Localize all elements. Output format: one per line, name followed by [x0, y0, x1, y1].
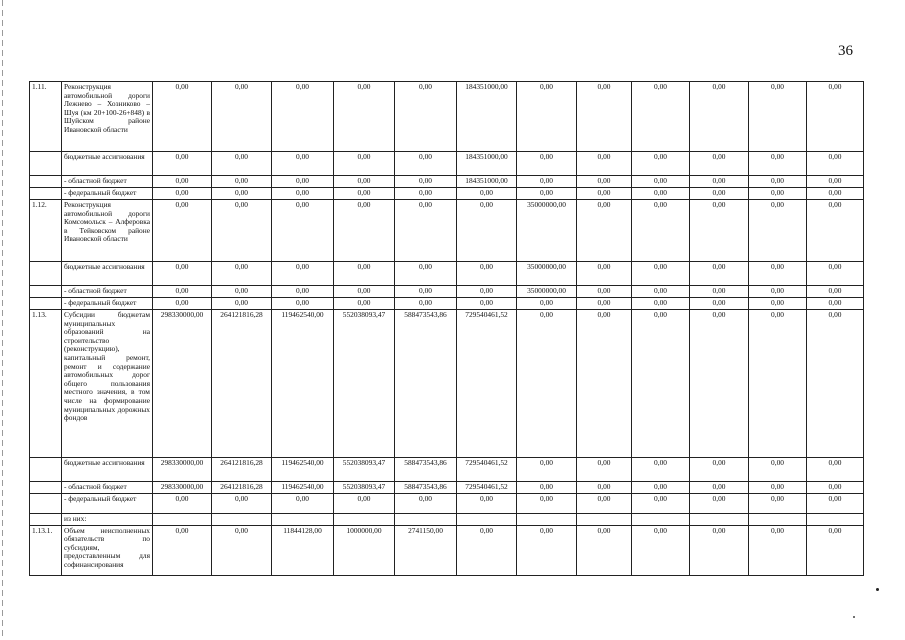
row-name: - областной бюджет: [62, 176, 153, 188]
value-cell: 0,00: [153, 525, 212, 575]
value-cell: 184351000,00: [457, 82, 517, 152]
row-index: 1.11.: [30, 82, 62, 152]
value-cell: 0,00: [457, 525, 517, 575]
row-index: [30, 188, 62, 200]
value-cell: 0,00: [272, 82, 334, 152]
value-cell: 0,00: [749, 200, 807, 262]
value-cell: 0,00: [577, 494, 632, 514]
value-cell: 184351000,00: [457, 176, 517, 188]
value-cell: 0,00: [334, 82, 395, 152]
value-cell: 729540461,52: [457, 458, 517, 482]
budget-table: [29, 81, 864, 576]
value-cell: 0,00: [153, 200, 212, 262]
value-cell: 0,00: [457, 188, 517, 200]
value-cell: 0,00: [632, 494, 690, 514]
value-cell: [577, 514, 632, 526]
value-cell: 729540461,52: [457, 310, 517, 458]
value-cell: 0,00: [212, 152, 272, 176]
value-cell: 0,00: [690, 482, 749, 494]
value-cell: 0,00: [457, 494, 517, 514]
value-cell: 0,00: [577, 176, 632, 188]
value-cell: 0,00: [395, 176, 457, 188]
value-cell: 0,00: [517, 458, 577, 482]
row-name: Объем неисполненных обязательств по субсидиям, предоставленным для софинансирования: [62, 525, 153, 575]
value-cell: [457, 514, 517, 526]
value-cell: 2741150,00: [395, 525, 457, 575]
value-cell: 0,00: [153, 176, 212, 188]
value-cell: 0,00: [807, 298, 864, 310]
value-cell: [153, 514, 212, 526]
value-cell: 0,00: [749, 188, 807, 200]
value-cell: 0,00: [632, 286, 690, 298]
value-cell: 0,00: [334, 200, 395, 262]
row-index: [30, 482, 62, 494]
value-cell: [632, 514, 690, 526]
value-cell: 0,00: [212, 188, 272, 200]
value-cell: 0,00: [517, 310, 577, 458]
value-cell: 729540461,52: [457, 482, 517, 494]
value-cell: 0,00: [517, 152, 577, 176]
value-cell: 35000000,00: [517, 262, 577, 286]
scan-speck: [853, 616, 855, 618]
value-cell: 0,00: [807, 200, 864, 262]
value-cell: 0,00: [807, 82, 864, 152]
value-cell: [272, 514, 334, 526]
value-cell: 0,00: [807, 494, 864, 514]
value-cell: 0,00: [153, 298, 212, 310]
value-cell: 264121816,28: [212, 458, 272, 482]
scan-speck: [876, 588, 879, 591]
table-row: [30, 494, 864, 514]
value-cell: 588473543,86: [395, 482, 457, 494]
value-cell: 0,00: [632, 310, 690, 458]
value-cell: 0,00: [807, 458, 864, 482]
value-cell: 0,00: [690, 262, 749, 286]
value-cell: 298330000,00: [153, 458, 212, 482]
value-cell: 0,00: [517, 188, 577, 200]
value-cell: 119462540,00: [272, 482, 334, 494]
page-number: 36: [838, 43, 853, 59]
value-cell: [395, 514, 457, 526]
value-cell: 0,00: [577, 286, 632, 298]
value-cell: [690, 514, 749, 526]
value-cell: 0,00: [632, 176, 690, 188]
row-name: Реконструкция автомобильной дороги Лежнево – Хозниково – Шуя (км 20+100-26+848) в Шуйском районе Ивановской области: [62, 82, 153, 152]
value-cell: 0,00: [272, 188, 334, 200]
value-cell: 0,00: [395, 286, 457, 298]
value-cell: 0,00: [632, 200, 690, 262]
row-index: [30, 262, 62, 286]
value-cell: 588473543,86: [395, 310, 457, 458]
value-cell: 0,00: [577, 82, 632, 152]
table-row: [30, 286, 864, 298]
row-index: 1.13.: [30, 310, 62, 458]
value-cell: 0,00: [212, 200, 272, 262]
value-cell: 0,00: [632, 525, 690, 575]
value-cell: 0,00: [153, 152, 212, 176]
table-row: [30, 200, 864, 262]
value-cell: 552038093,47: [334, 482, 395, 494]
value-cell: 0,00: [272, 494, 334, 514]
value-cell: 0,00: [807, 310, 864, 458]
row-name: из них:: [62, 514, 153, 526]
value-cell: 0,00: [395, 262, 457, 286]
value-cell: 0,00: [690, 152, 749, 176]
value-cell: 0,00: [632, 262, 690, 286]
value-cell: 0,00: [153, 286, 212, 298]
value-cell: 0,00: [272, 176, 334, 188]
value-cell: 264121816,28: [212, 310, 272, 458]
row-index: [30, 152, 62, 176]
value-cell: 0,00: [577, 310, 632, 458]
value-cell: 0,00: [457, 286, 517, 298]
value-cell: 0,00: [212, 82, 272, 152]
value-cell: 298330000,00: [153, 310, 212, 458]
value-cell: 0,00: [153, 262, 212, 286]
value-cell: 0,00: [632, 482, 690, 494]
value-cell: 0,00: [690, 525, 749, 575]
value-cell: [807, 514, 864, 526]
value-cell: 0,00: [212, 494, 272, 514]
table-row: [30, 482, 864, 494]
value-cell: 0,00: [517, 482, 577, 494]
value-cell: 552038093,47: [334, 458, 395, 482]
value-cell: 0,00: [807, 262, 864, 286]
value-cell: 35000000,00: [517, 200, 577, 262]
table-row: [30, 188, 864, 200]
value-cell: 0,00: [632, 188, 690, 200]
row-name: Реконструкция автомобильной дороги Комсомольск – Алферовка в Тейковском районе Ивановской области: [62, 200, 153, 262]
scan-margin-line: [2, 0, 3, 640]
value-cell: 0,00: [212, 176, 272, 188]
row-index: [30, 176, 62, 188]
value-cell: 0,00: [577, 298, 632, 310]
value-cell: 0,00: [272, 200, 334, 262]
value-cell: 0,00: [632, 152, 690, 176]
row-name: бюджетные ассигнования: [62, 262, 153, 286]
value-cell: 0,00: [690, 82, 749, 152]
value-cell: 184351000,00: [457, 152, 517, 176]
table-row: [30, 152, 864, 176]
value-cell: 0,00: [632, 298, 690, 310]
value-cell: 0,00: [749, 176, 807, 188]
row-name: - областной бюджет: [62, 482, 153, 494]
value-cell: 0,00: [153, 188, 212, 200]
value-cell: 0,00: [807, 286, 864, 298]
value-cell: 298330000,00: [153, 482, 212, 494]
value-cell: 119462540,00: [272, 458, 334, 482]
table-row: [30, 514, 864, 526]
row-name: Субсидии бюджетам муниципальных образований на строительство (реконструкцию), капитальный ремонт, ремонт и содержание автомобильных дорог общего пользования местного значения, в том числе на формирование муниципальных дорожных фондов: [62, 310, 153, 458]
value-cell: 0,00: [517, 525, 577, 575]
value-cell: 0,00: [577, 262, 632, 286]
value-cell: 0,00: [334, 298, 395, 310]
value-cell: 0,00: [334, 176, 395, 188]
row-name: бюджетные ассигнования: [62, 458, 153, 482]
row-name: - федеральный бюджет: [62, 298, 153, 310]
row-index: [30, 514, 62, 526]
value-cell: 0,00: [749, 298, 807, 310]
value-cell: 0,00: [334, 152, 395, 176]
value-cell: 0,00: [577, 458, 632, 482]
value-cell: 0,00: [334, 286, 395, 298]
row-index: 1.12.: [30, 200, 62, 262]
value-cell: 0,00: [272, 298, 334, 310]
value-cell: [749, 514, 807, 526]
value-cell: 1000000,00: [334, 525, 395, 575]
value-cell: 0,00: [272, 262, 334, 286]
value-cell: 0,00: [395, 152, 457, 176]
value-cell: 35000000,00: [517, 286, 577, 298]
value-cell: 0,00: [690, 298, 749, 310]
value-cell: 0,00: [517, 82, 577, 152]
value-cell: [334, 514, 395, 526]
value-cell: 0,00: [395, 298, 457, 310]
row-index: [30, 458, 62, 482]
table-row: [30, 525, 864, 575]
value-cell: 0,00: [517, 298, 577, 310]
value-cell: 0,00: [807, 176, 864, 188]
value-cell: 0,00: [690, 176, 749, 188]
value-cell: 0,00: [749, 525, 807, 575]
value-cell: 0,00: [749, 458, 807, 482]
value-cell: 0,00: [690, 188, 749, 200]
value-cell: 0,00: [749, 310, 807, 458]
value-cell: 0,00: [395, 188, 457, 200]
table-row: [30, 298, 864, 310]
value-cell: 0,00: [632, 82, 690, 152]
value-cell: 0,00: [153, 494, 212, 514]
table-row: [30, 176, 864, 188]
table-row: [30, 262, 864, 286]
value-cell: 0,00: [690, 286, 749, 298]
value-cell: 0,00: [807, 525, 864, 575]
value-cell: 0,00: [395, 82, 457, 152]
value-cell: 0,00: [517, 494, 577, 514]
value-cell: 0,00: [272, 152, 334, 176]
value-cell: 0,00: [395, 200, 457, 262]
value-cell: 0,00: [457, 262, 517, 286]
value-cell: 0,00: [212, 298, 272, 310]
value-cell: 0,00: [749, 82, 807, 152]
row-index: [30, 494, 62, 514]
row-name: бюджетные ассигнования: [62, 152, 153, 176]
value-cell: 552038093,47: [334, 310, 395, 458]
value-cell: 0,00: [749, 286, 807, 298]
value-cell: 0,00: [334, 262, 395, 286]
value-cell: 0,00: [212, 262, 272, 286]
value-cell: 0,00: [807, 152, 864, 176]
table-row: [30, 458, 864, 482]
row-name: - федеральный бюджет: [62, 494, 153, 514]
value-cell: 0,00: [749, 152, 807, 176]
value-cell: 0,00: [272, 286, 334, 298]
row-name: - областной бюджет: [62, 286, 153, 298]
value-cell: 0,00: [690, 310, 749, 458]
value-cell: 0,00: [153, 82, 212, 152]
value-cell: 0,00: [749, 494, 807, 514]
value-cell: [212, 514, 272, 526]
value-cell: 0,00: [632, 458, 690, 482]
value-cell: 588473543,86: [395, 458, 457, 482]
value-cell: 119462540,00: [272, 310, 334, 458]
value-cell: 0,00: [457, 200, 517, 262]
value-cell: 0,00: [577, 152, 632, 176]
value-cell: [517, 514, 577, 526]
value-cell: 11844128,00: [272, 525, 334, 575]
value-cell: 0,00: [807, 188, 864, 200]
value-cell: 0,00: [395, 494, 457, 514]
value-cell: 0,00: [212, 525, 272, 575]
value-cell: 0,00: [749, 482, 807, 494]
row-name: - федеральный бюджет: [62, 188, 153, 200]
value-cell: 0,00: [749, 262, 807, 286]
value-cell: 0,00: [577, 200, 632, 262]
value-cell: 264121816,28: [212, 482, 272, 494]
value-cell: 0,00: [334, 188, 395, 200]
value-cell: 0,00: [577, 525, 632, 575]
value-cell: 0,00: [690, 200, 749, 262]
row-index: [30, 286, 62, 298]
value-cell: 0,00: [457, 298, 517, 310]
value-cell: 0,00: [577, 188, 632, 200]
value-cell: 0,00: [690, 458, 749, 482]
value-cell: 0,00: [577, 482, 632, 494]
table-row: [30, 82, 864, 152]
value-cell: 0,00: [807, 482, 864, 494]
value-cell: 0,00: [334, 494, 395, 514]
value-cell: 0,00: [517, 176, 577, 188]
table-row: [30, 310, 864, 458]
row-index: [30, 298, 62, 310]
value-cell: 0,00: [690, 494, 749, 514]
value-cell: 0,00: [212, 286, 272, 298]
row-index: 1.13.1.: [30, 525, 62, 575]
